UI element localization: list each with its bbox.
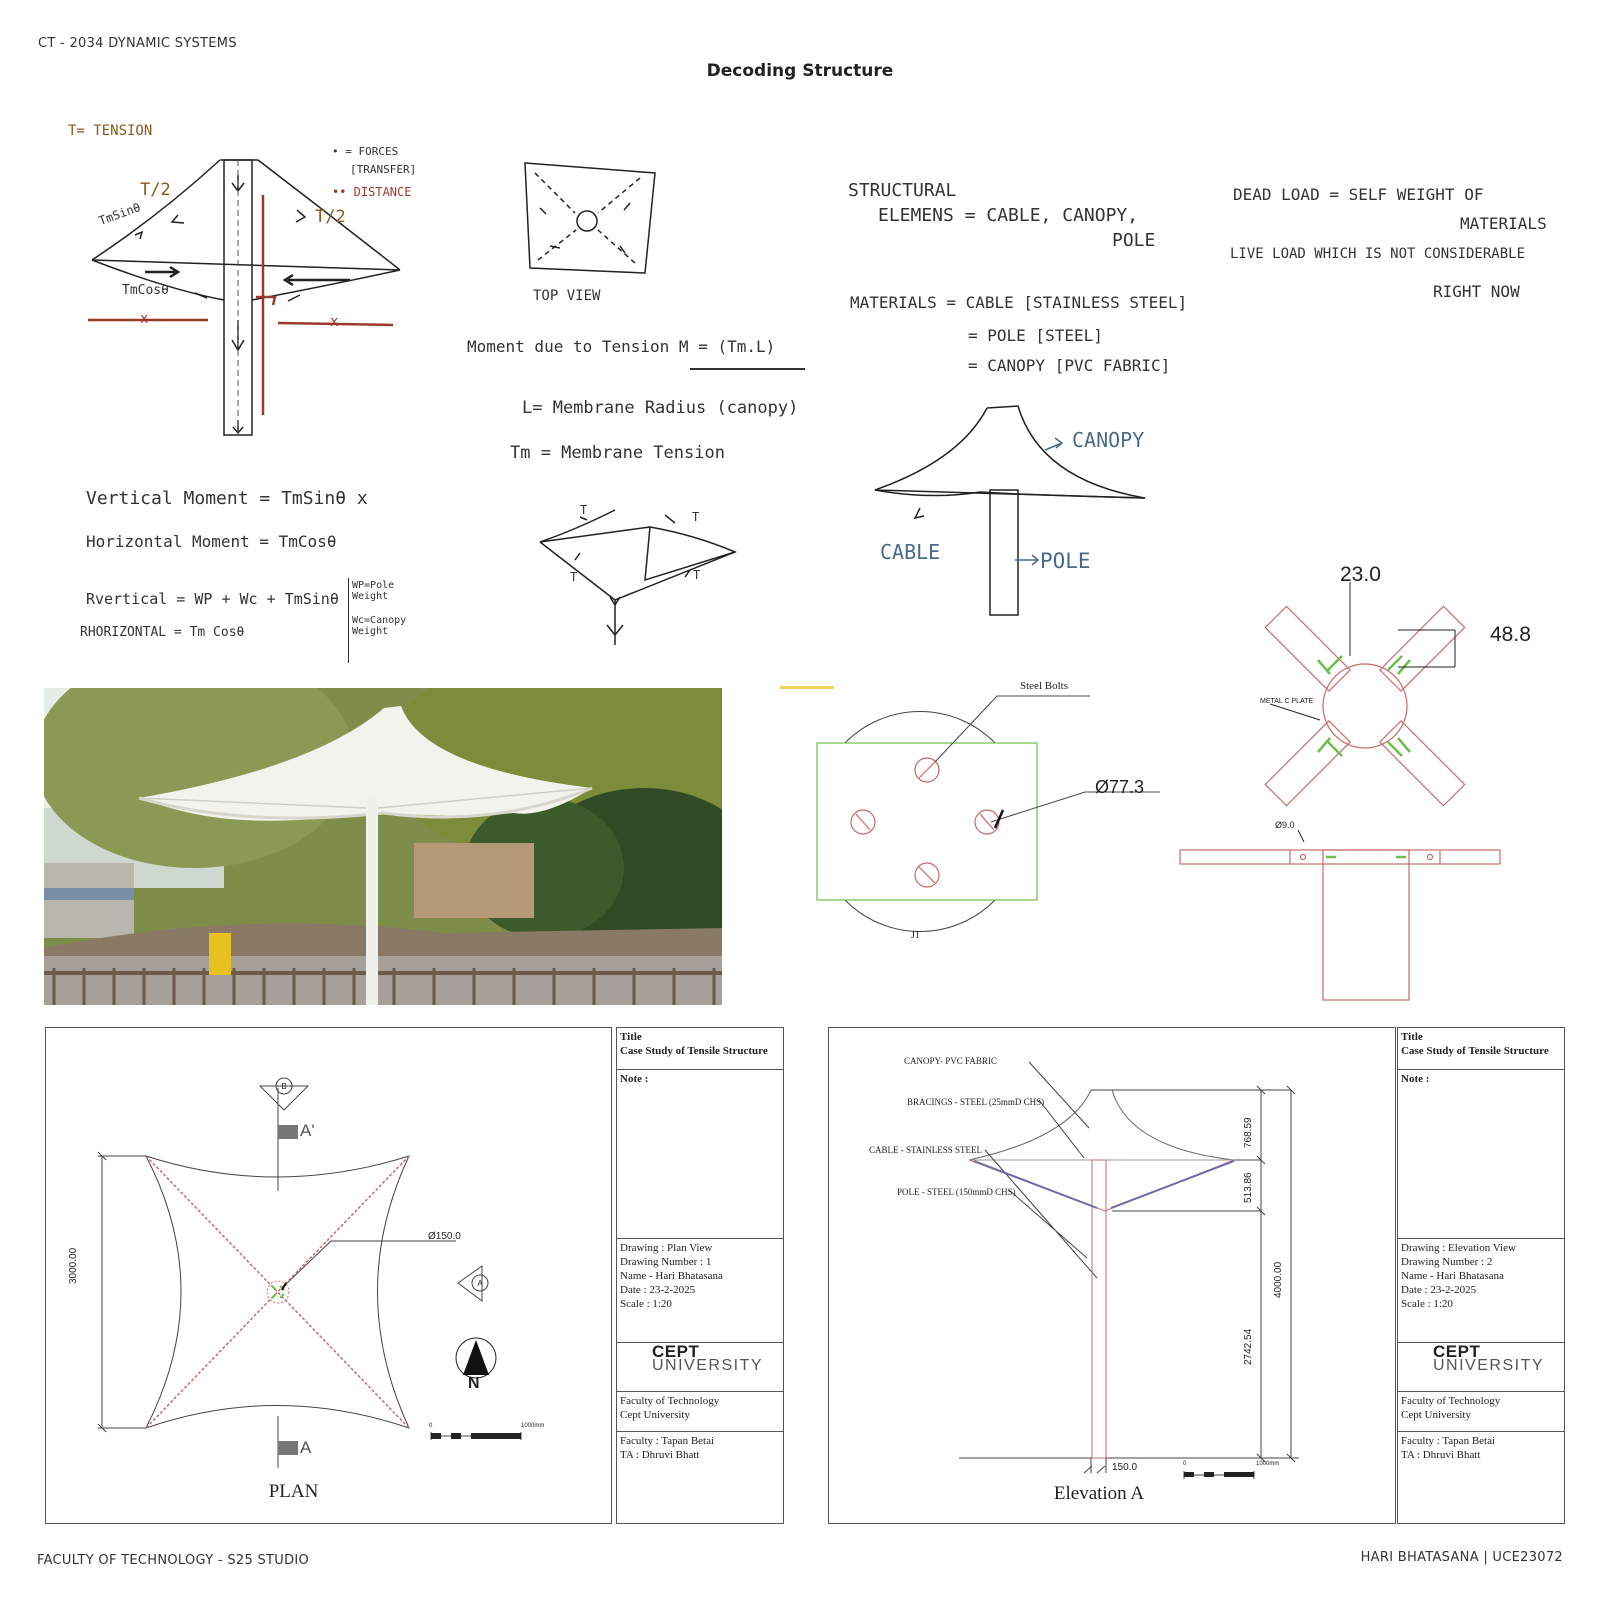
plan-tb-title-cell: [617, 1028, 783, 1070]
highlight-mark: [780, 686, 834, 689]
course-code: CT - 2034 DYNAMIC SYSTEMS: [38, 36, 237, 51]
elev-tb-title-head: Title: [1401, 1031, 1423, 1043]
plan-title-block: [616, 1027, 784, 1524]
eq-vertical-moment: Vertical Moment = TmSinθ x: [86, 488, 368, 509]
moment-underline: [690, 368, 805, 370]
elev-tb-faculty: [1398, 1392, 1564, 1432]
materials-line-1: MATERIALS = CABLE [STAINLESS STEEL]: [850, 293, 1188, 312]
plan-tb-title-head: Title: [620, 1031, 642, 1043]
bracket-detail: [1210, 563, 1540, 1010]
plan-tb-name: Name - Hari Bhatasana: [620, 1270, 723, 1282]
bracket-dim-top: 23.0: [1340, 563, 1381, 586]
elev-tb-faculty-2: Cept University: [1401, 1409, 1471, 1421]
tension-canopy-sketch: [535, 505, 745, 655]
elev-tb-drawing: Drawing : Elevation View: [1401, 1242, 1516, 1254]
moment-equation: Moment due to Tension M = (Tm.L): [467, 337, 776, 356]
plan-side-dim: 3000.00: [68, 1247, 79, 1284]
canopy-callout: CANOPY- PVC FABRIC: [904, 1056, 997, 1066]
bracings-callout: BRACINGS - STEEL (25mmD CHS): [907, 1097, 1045, 1107]
footer-right: HARI BHATASANA | UCE23072: [1360, 1550, 1563, 1565]
plan-tb-faculty: [617, 1392, 783, 1432]
top-view-sketch: [520, 158, 660, 283]
canopy-photo-drawing: [44, 688, 722, 1005]
pole-label: POLE: [1040, 549, 1091, 573]
plan-tb-scale: Scale : 1:20: [620, 1298, 672, 1310]
plan-caption: PLAN: [268, 1481, 319, 1502]
plan-scale-end: 1000mm: [521, 1423, 545, 1429]
elev-tb-number: Drawing Number : 2: [1401, 1256, 1493, 1268]
plan-tb-drawing: Drawing : Plan View: [620, 1242, 713, 1254]
plan-tb-faculty-1: Faculty of Technology: [620, 1395, 720, 1407]
elev-tb-note: Note :: [1398, 1070, 1564, 1239]
structural-line-2: ELEMENS = CABLE, CANOPY,: [878, 205, 1139, 226]
elev-dim-3: 2742.54: [1243, 1328, 1254, 1365]
elev-tb-faculty-1: Faculty of Technology: [1401, 1395, 1501, 1407]
section-a: A: [300, 1438, 312, 1457]
elevation-sheet: [828, 1027, 1396, 1524]
elev-scale-start: 0: [1183, 1461, 1187, 1467]
section-a-prime: A': [300, 1121, 315, 1140]
t-label-4: T: [693, 568, 701, 582]
cable-label: CABLE: [880, 540, 941, 564]
wp-note: WP=Pole Weight: [352, 580, 395, 602]
plan-sheet: [45, 1027, 612, 1524]
joint-detail-drawing: [815, 680, 1155, 940]
plan-tb-number: Drawing Number : 1: [620, 1256, 712, 1268]
plan-tb-info: [617, 1239, 783, 1343]
plan-tb-guides: [617, 1432, 783, 1523]
north-label: N: [468, 1375, 480, 1392]
t-label-2: T: [692, 510, 700, 524]
bracket-dia: Ø9.0: [1275, 820, 1295, 830]
eq-r-horizontal: RHORIZONTAL = Tm Cosθ: [80, 625, 245, 640]
tm-sin-label: TmSinθ: [96, 200, 143, 228]
plan-diameter: Ø150.0: [428, 1231, 461, 1242]
live-load-line-2: RIGHT NOW: [1433, 282, 1520, 301]
elev-dim-total: 4000.00: [1273, 1261, 1284, 1298]
elev-logo-top: CEPT: [1433, 1342, 1481, 1361]
elev-tb-guides: [1398, 1432, 1564, 1523]
materials-line-3: = CANOPY [PVC FABRIC]: [968, 356, 1171, 375]
plan-tb-faculty-name: Faculty : Tapan Betai: [620, 1435, 715, 1447]
page-title: Decoding Structure: [706, 61, 894, 81]
eq-r-vertical: Rvertical = WP + Wc + TmSinθ: [86, 590, 339, 608]
wc-note: Wc=Canopy Weight: [352, 615, 407, 637]
legend-forces: • = FORCES: [332, 145, 399, 158]
eq-divider: [348, 578, 349, 663]
legend-distance: •• DISTANCE: [332, 185, 412, 199]
cable-callout: CABLE - STAINLESS STEEL: [869, 1145, 983, 1155]
plan-drawing: [46, 1028, 611, 1523]
plan-tb-date: Date : 23-2-2025: [620, 1284, 696, 1296]
elev-tb-scale: Scale : 1:20: [1401, 1298, 1453, 1310]
structural-line-1: STRUCTURAL: [848, 180, 957, 201]
pole-callout: POLE - STEEL (150mmD CHS): [897, 1187, 1016, 1197]
joint-detail: [815, 680, 1155, 940]
elev-tb-logo: [1398, 1343, 1564, 1392]
footer-left: FACULTY OF TECHNOLOGY - S25 STUDIO: [37, 1553, 310, 1568]
elev-tb-info: [1398, 1239, 1564, 1343]
tension-label: T= TENSION: [68, 123, 153, 139]
elev-dim-1: 768.59: [1243, 1117, 1254, 1148]
elev-tb-ta-name: TA : Dhruvi Bhatt: [1401, 1449, 1481, 1461]
plan-logo-top: CEPT: [652, 1342, 700, 1361]
l-definition: L= Membrane Radius (canopy): [522, 398, 799, 418]
elevation-caption: Elevation A: [1053, 1483, 1145, 1504]
x-right: x: [330, 314, 339, 330]
joint-label: J1: [911, 930, 920, 941]
elev-logo-bottom: UNIVERSITY: [1433, 1357, 1545, 1374]
t-label-1: T: [580, 503, 588, 517]
tension-sketch: [60, 115, 460, 460]
elev-dim-base: 150.0: [1112, 1462, 1138, 1473]
metal-plate-label: METAL C PLATE: [1260, 698, 1314, 705]
eq-horizontal-moment: Horizontal Moment = TmCosθ: [86, 532, 337, 551]
plan-tb-logo: [617, 1343, 783, 1392]
steel-bolts-label: Steel Bolts: [1020, 680, 1068, 692]
structural-line-3: POLE: [1112, 230, 1156, 251]
x-left: x: [140, 311, 149, 327]
top-view-drawing: [520, 158, 660, 283]
bracket-dim-right: 48.8: [1490, 623, 1531, 646]
plan-tb-title: Case Study of Tensile Structure: [620, 1045, 768, 1057]
elev-scale-end: 1000mm: [1256, 1461, 1280, 1467]
canopy-photo: [44, 688, 722, 1005]
top-view-label: TOP VIEW: [533, 288, 601, 304]
tm-cos-label: TmCosθ: [122, 283, 169, 298]
elev-dim-2: 513.86: [1243, 1172, 1254, 1203]
joint-diameter: Ø77.3: [1095, 777, 1145, 797]
canopy-label: CANOPY: [1072, 428, 1145, 452]
elev-tb-title-cell: [1398, 1028, 1564, 1070]
elevation-title-block: [1397, 1027, 1565, 1524]
elev-tb-faculty-name: Faculty : Tapan Betai: [1401, 1435, 1496, 1447]
tension-canopy-drawing: [535, 505, 745, 655]
elev-tb-name: Name - Hari Bhatasana: [1401, 1270, 1504, 1282]
plan-tb-faculty-2: Cept University: [620, 1409, 690, 1421]
elev-tb-date: Date : 23-2-2025: [1401, 1284, 1477, 1296]
tm-definition: Tm = Membrane Tension: [510, 443, 725, 463]
t-half-right: T/2: [315, 207, 346, 227]
legend-transfer: [TRANSFER]: [350, 163, 417, 176]
section-a-right: A: [477, 1279, 483, 1288]
t-half-left: T/2: [140, 180, 171, 200]
dead-load-line-2: MATERIALS: [1460, 214, 1547, 233]
section-b-label: B: [281, 1082, 287, 1091]
live-load-line-1: LIVE LOAD WHICH IS NOT CONSIDERABLE: [1230, 246, 1526, 262]
elev-tb-title: Case Study of Tensile Structure: [1401, 1045, 1549, 1057]
t-label-3: T: [570, 570, 578, 584]
materials-line-2: = POLE [STEEL]: [968, 326, 1103, 345]
plan-tb-note: Note :: [617, 1070, 783, 1239]
plan-logo-bottom: UNIVERSITY: [652, 1357, 764, 1374]
plan-tb-ta-name: TA : Dhruvi Bhatt: [620, 1449, 700, 1461]
dead-load-line-1: DEAD LOAD = SELF WEIGHT OF: [1233, 185, 1484, 204]
plan-scale-start: 0: [429, 1423, 433, 1429]
